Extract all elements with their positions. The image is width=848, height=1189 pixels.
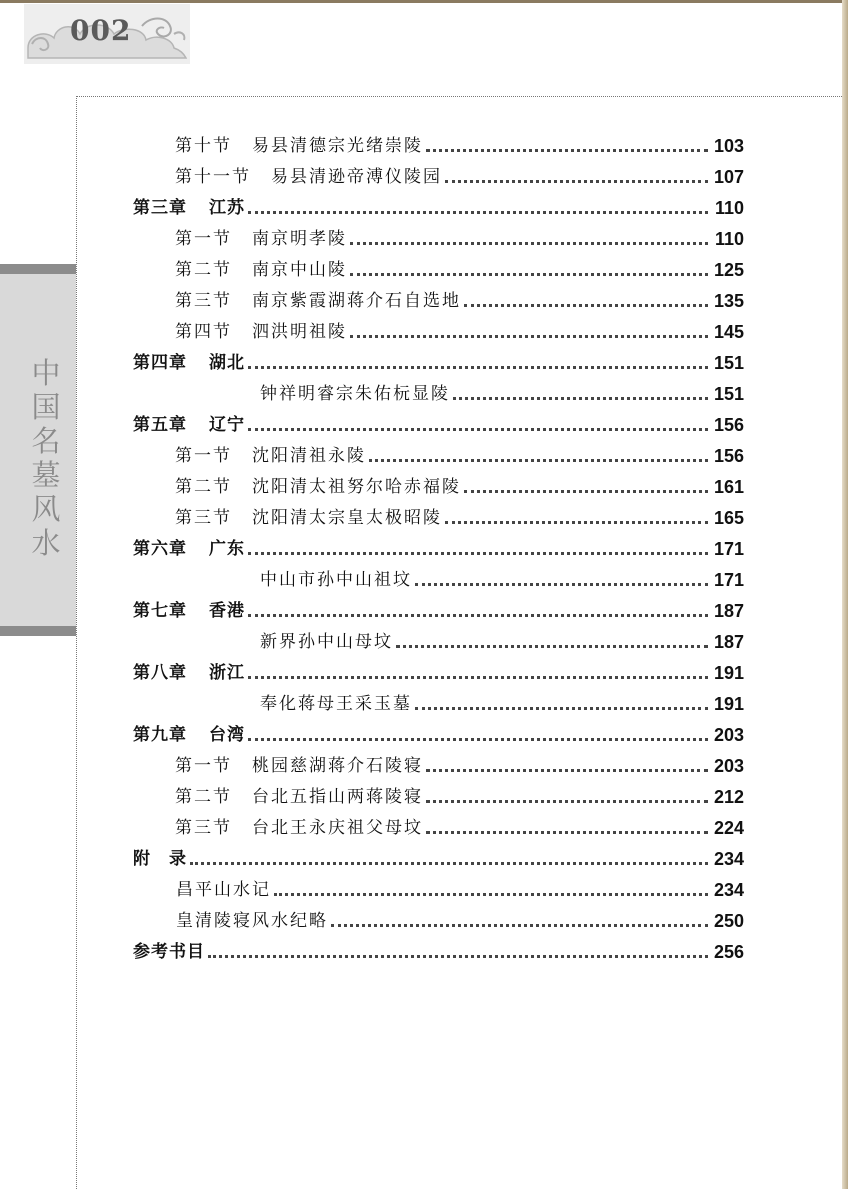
toc-entry-label [133, 940, 205, 964]
toc-entry-label [175, 258, 347, 282]
toc-entry[interactable] [133, 533, 744, 561]
toc-entry-page: 212 [713, 787, 744, 807]
toc-entry-label [175, 165, 442, 189]
toc-entry-number: 参考书目 [133, 942, 205, 962]
toc-entry-label [176, 878, 271, 902]
book-title-vertical: 中国名墓风水 [31, 356, 61, 560]
toc-entry-title: 浙江 [209, 663, 245, 683]
toc-entry-title: 易县清德宗光绪崇陵 [252, 136, 423, 156]
toc-entry-page: 250 [713, 911, 744, 931]
dot-leader [396, 645, 708, 648]
toc-entry-page: 107 [713, 167, 744, 187]
toc-entry[interactable] [133, 192, 744, 220]
toc-entry-label [133, 196, 245, 220]
toc-entry-page: 110 [714, 229, 744, 249]
toc-entry-number: 附 录 [133, 849, 187, 869]
dot-leader [464, 490, 708, 493]
toc-entry[interactable] [133, 657, 744, 685]
toc-entry[interactable] [133, 936, 744, 964]
toc-entry-label [175, 134, 423, 158]
dot-leader [464, 304, 708, 307]
toc-entry[interactable] [176, 905, 744, 933]
dot-leader [208, 955, 708, 958]
dot-leader [190, 862, 708, 865]
toc-entry-title: 南京明孝陵 [252, 229, 347, 249]
toc-entry-label [133, 847, 187, 871]
toc-entry[interactable] [260, 688, 744, 716]
toc-entry-page: 187 [713, 632, 744, 652]
toc-entry-title: 台北王永庆祖父母坟 [252, 818, 423, 838]
toc-entry-title: 台北五指山两蒋陵寝 [252, 787, 423, 807]
dot-leader [350, 335, 708, 338]
toc-entry-label [175, 754, 423, 778]
toc-entry-page: 171 [713, 570, 744, 590]
toc-entry-page: 151 [713, 353, 744, 373]
toc-entry[interactable] [175, 316, 744, 344]
toc-entry-page: 125 [713, 260, 744, 280]
toc-entry-number: 第二节 [175, 260, 232, 280]
toc-entry-page: 224 [713, 818, 744, 838]
toc-entry-title: 昌平山水记 [176, 880, 271, 900]
toc-entry-page: 110 [714, 198, 744, 218]
dot-leader [426, 769, 708, 772]
toc-entry-title: 南京紫霞湖蒋介石自选地 [252, 291, 461, 311]
toc-entry-title: 钟祥明睿宗朱佑杬显陵 [260, 384, 450, 404]
toc-entry-page: 191 [713, 663, 744, 683]
toc-entry-label [175, 785, 423, 809]
page-number: 002 [70, 14, 132, 47]
toc-entry-title: 南京中山陵 [252, 260, 347, 280]
toc-entry-number: 第四节 [175, 322, 232, 342]
toc-entry-number: 第九章 [133, 725, 187, 745]
toc-entry-label [133, 413, 245, 437]
toc-entry-number: 第十节 [175, 136, 232, 156]
dot-leader [369, 459, 708, 462]
toc-entry-page: 151 [713, 384, 744, 404]
toc-entry-page: 256 [713, 942, 744, 962]
toc-entry-label [133, 599, 245, 623]
toc-entry-label [133, 723, 245, 747]
toc-entry-number: 第七章 [133, 601, 187, 621]
toc-entry-label [175, 475, 461, 499]
dot-leader [426, 149, 708, 152]
toc-entry-page: 234 [713, 880, 744, 900]
dot-leader [350, 242, 708, 245]
toc-entry-page: 135 [713, 291, 744, 311]
toc-entry-label [175, 816, 423, 840]
toc-entry-page: 156 [713, 446, 744, 466]
toc-entry-number: 第八章 [133, 663, 187, 683]
toc-entry-label [133, 537, 245, 561]
toc-entry[interactable] [175, 161, 744, 189]
toc-entry[interactable] [175, 502, 744, 530]
toc-entry-number: 第二节 [175, 477, 232, 497]
dot-leader [248, 211, 708, 214]
toc-entry-title: 中山市孙中山祖坟 [260, 570, 412, 590]
dot-leader [445, 180, 708, 183]
toc-entry-label [260, 692, 412, 716]
toc-entry-number: 第三节 [175, 291, 232, 311]
dot-leader [248, 552, 708, 555]
toc-entry-label [176, 909, 328, 933]
toc-entry[interactable] [133, 347, 744, 375]
toc-entry-page: 103 [713, 136, 744, 156]
toc-entry[interactable] [133, 409, 744, 437]
toc-entry-title: 广东 [209, 539, 245, 559]
toc-entry-title: 皇清陵寝风水纪略 [176, 911, 328, 931]
toc-entry-title: 沈阳清祖永陵 [252, 446, 366, 466]
toc-entry[interactable] [175, 440, 744, 468]
toc-entry-number: 第一节 [175, 446, 232, 466]
dot-leader [248, 738, 708, 741]
dot-leader [274, 893, 708, 896]
toc-entry-page: 145 [713, 322, 744, 342]
toc-entry-page: 161 [713, 477, 744, 497]
toc-entry[interactable] [175, 781, 744, 809]
toc-entry-label [133, 351, 245, 375]
toc-entry-page: 156 [713, 415, 744, 435]
toc-entry-label [175, 227, 347, 251]
dot-leader [426, 831, 708, 834]
toc-entry-label [175, 289, 461, 313]
toc-entry-title: 辽宁 [209, 415, 245, 435]
toc-entry[interactable] [175, 471, 744, 499]
dot-leader [248, 428, 708, 431]
toc-entry-number: 第三节 [175, 818, 232, 838]
toc-entry-number: 第一节 [175, 229, 232, 249]
toc-entry[interactable] [260, 378, 744, 406]
toc-entry-number: 第六章 [133, 539, 187, 559]
toc-entry[interactable] [133, 843, 744, 871]
toc-entry-title: 桃园慈湖蒋介石陵寝 [252, 756, 423, 776]
toc-entry-label [175, 444, 366, 468]
dot-leader [445, 521, 708, 524]
dot-leader [453, 397, 708, 400]
toc-entry[interactable] [175, 750, 744, 778]
toc-entry[interactable] [260, 626, 744, 654]
toc-entry-title: 香港 [209, 601, 245, 621]
toc-entry-number: 第十一节 [175, 167, 251, 187]
toc-entry-title: 奉化蒋母王采玉墓 [260, 694, 412, 714]
toc-entry-label [260, 568, 412, 592]
toc-entry[interactable] [260, 564, 744, 592]
toc-entry[interactable] [133, 595, 744, 623]
toc-entry-title: 新界孙中山母坟 [260, 632, 393, 652]
toc-entry-title: 泗洪明祖陵 [252, 322, 347, 342]
toc-entry-title: 江苏 [209, 198, 245, 218]
toc-entry-page: 203 [713, 725, 744, 745]
toc-entry-title: 沈阳清太宗皇太极昭陵 [252, 508, 442, 528]
toc-entry-number: 第三章 [133, 198, 187, 218]
toc-entry-label [175, 506, 442, 530]
dot-leader [248, 676, 708, 679]
dot-leader [248, 366, 708, 369]
toc-entry[interactable] [133, 719, 744, 747]
toc-entry-page: 234 [713, 849, 744, 869]
dot-leader [415, 707, 708, 710]
toc-entry[interactable] [176, 874, 744, 902]
toc-entry-label [260, 630, 393, 654]
toc-entry[interactable] [175, 812, 744, 840]
toc-entry-number: 第四章 [133, 353, 187, 373]
dot-leader [248, 614, 708, 617]
toc-entry-number: 第五章 [133, 415, 187, 435]
toc-entry[interactable] [175, 130, 744, 158]
toc-entry-page: 203 [713, 756, 744, 776]
toc-entry-page: 165 [713, 508, 744, 528]
dot-leader [415, 583, 708, 586]
toc-entry-page: 191 [713, 694, 744, 714]
toc-entry-title: 沈阳清太祖努尔哈赤福陵 [252, 477, 461, 497]
dot-leader [350, 273, 708, 276]
toc-entry-title: 台湾 [209, 725, 245, 745]
toc-entry-label [260, 382, 450, 406]
toc-entry[interactable] [175, 285, 744, 313]
dot-leader [331, 924, 708, 927]
toc-entry-title: 易县清逊帝溥仪陵园 [271, 167, 442, 187]
toc-entry-page: 171 [713, 539, 744, 559]
toc-entry[interactable] [175, 223, 744, 251]
toc-entry-number: 第三节 [175, 508, 232, 528]
toc-entry-number: 第一节 [175, 756, 232, 776]
toc-entry[interactable] [175, 254, 744, 282]
toc-entry-label [133, 661, 245, 685]
toc-entry-number: 第二节 [175, 787, 232, 807]
dot-leader [426, 800, 708, 803]
toc-entry-label [175, 320, 347, 344]
toc-entry-page: 187 [713, 601, 744, 621]
toc-entry-title: 湖北 [209, 353, 245, 373]
